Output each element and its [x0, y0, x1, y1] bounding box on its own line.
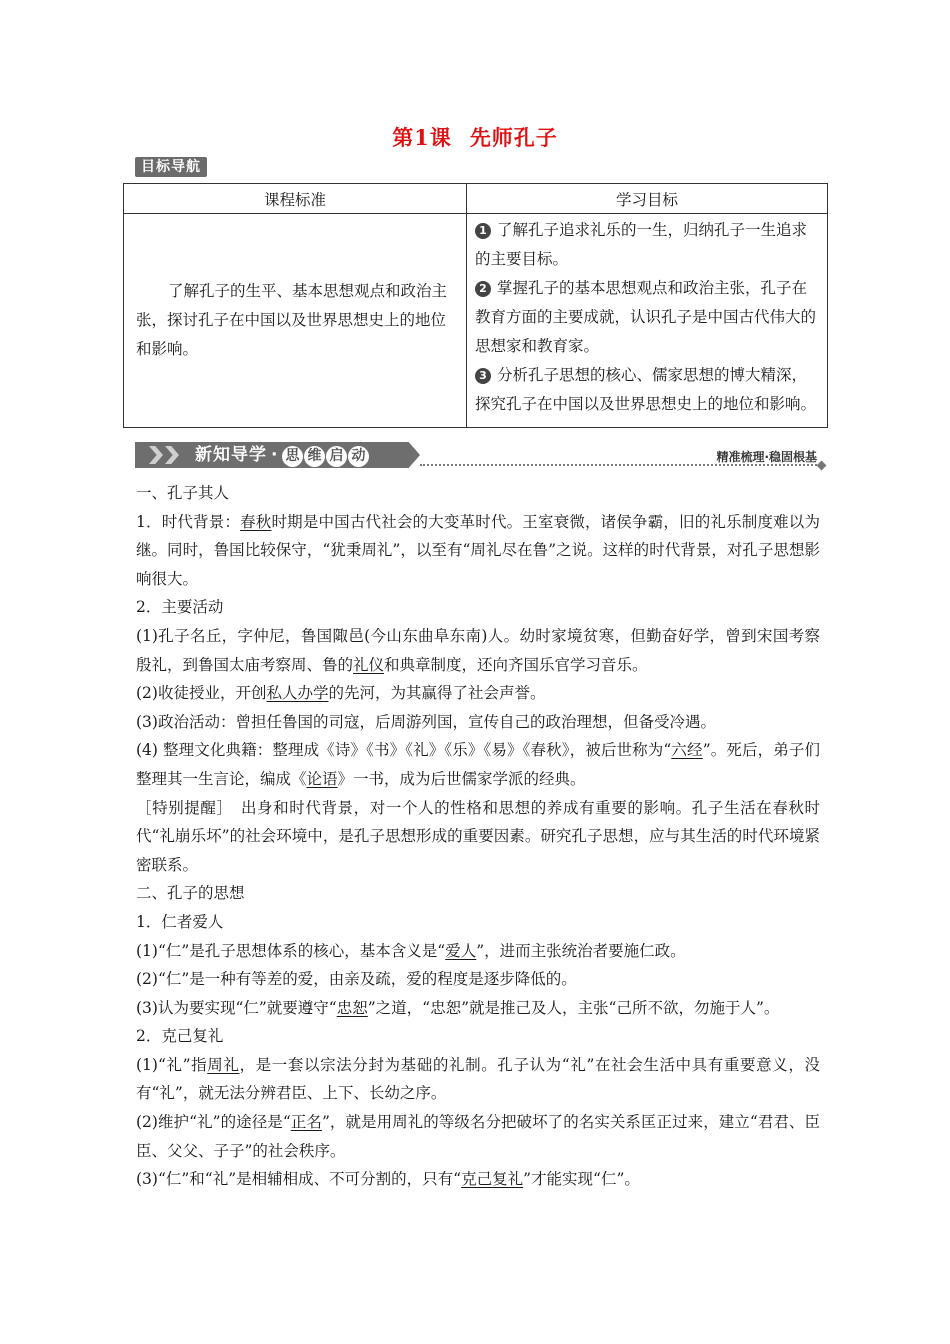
banner-subtitle: 精准梳理·稳固根基 [716, 450, 817, 464]
section-banner [135, 440, 825, 470]
paragraph: 2．克己复礼 [136, 1027, 224, 1046]
special-note: ［特别提醒］ 出身和时代背景，对一个人的性格和思想的养成有重要的影响。孔子生活在春秋时代“礼崩乐坏”的社会环境中，是孔子思想形成的重要因素。研究孔子思想，应与其生活的时代环境紧密联系。 [136, 798, 820, 874]
paragraph: (3)政治活动：曾担任鲁国的司寇，后周游列国，宣传自己的政治理想，但备受冷遇。 [136, 712, 716, 731]
section-heading: 一、孔子其人 [136, 484, 230, 502]
goals-table [123, 183, 828, 428]
paragraph: (2)“仁”是一种有等差的爱，由亲及疏，爱的程度是逐步降低的。 [136, 970, 577, 989]
paragraph: (1)孔子名丘，字仲尼，鲁国陬邑(今山东曲阜东南)人。幼时家境贫寒，但勤奋好学，曾到宋国考察殷礼，到鲁国太庙考察周、鲁的礼仪和典章制度，还向齐国乐官学习音乐。 [136, 626, 820, 674]
paragraph: (1)“礼”指周礼，是一套以宗法分封为基础的礼制。孔子认为“礼”在社会生活中具有重要意义，没有“礼”，就无法分辨君臣、上下、长幼之序。 [136, 1055, 820, 1103]
paragraph: (2)维护“礼”的途径是“正名”，就是用周礼的等级名分把破坏了的名实关系匡正过来，建立“君君、臣臣、父父、子子”的社会秩序。 [136, 1113, 820, 1160]
table-header-row [124, 184, 828, 214]
paragraph: (1)“仁”是孔子思想体系的核心，基本含义是“爱人”，进而主张统治者要施仁政。 [136, 941, 686, 960]
number-1-icon: 1 [475, 223, 491, 239]
section-heading: 二、孔子的思想 [136, 884, 245, 903]
number-2-icon: 2 [475, 281, 491, 297]
paragraph: (3)认为要实现“仁”就要遵守“忠恕”之道，“忠恕”就是推己及人，主张“己所不欲，勿施于人”。 [136, 998, 780, 1017]
page-title: 第1课 先师孔子 [392, 125, 558, 150]
paragraph: (2)收徒授业，开创私人办学的先河，为其赢得了社会声誉。 [136, 684, 546, 703]
standard-cell [124, 214, 467, 428]
header-standard: 课程标准 [124, 184, 467, 214]
targets-cell [467, 214, 828, 428]
lesson-content [136, 479, 820, 1194]
paragraph: (3)“仁”和“礼”是相辅相成、不可分割的，只有“克己复礼”才能实现“仁”。 [136, 1170, 640, 1189]
header-targets: 学习目标 [467, 184, 828, 214]
target-item: 2 掌握孔子的基本思想观点和政治主张，孔子在教育方面的主要成就，认识孔子是中国古代伟大的思想家和教育家。 [475, 279, 817, 355]
table-row [124, 214, 828, 428]
target-item: 3 分析孔子思想的核心、儒家思想的博大精深，探究孔子在中国以及世界思想史上的地位和影响。 [475, 366, 817, 413]
paragraph: 2．主要活动 [136, 598, 224, 617]
number-3-icon: 3 [475, 368, 491, 384]
paragraph: 1．时代背景：春秋时期是中国古代社会的大变革时代。王室衰微，诸侯争霸，旧的礼乐制度难以为继。同时，鲁国比较保守，“犹秉周礼”，以至有“周礼尽在鲁”之说。这样的时代背景，对孔子思想影响很大。 [136, 512, 820, 588]
target-item: 1 了解孔子追求礼乐的一生，归纳孔子一生追求的主要目标。 [475, 221, 808, 268]
banner-title: 新知导学 · 思 维 启 动 [195, 442, 370, 468]
section-badge-goals: 目标导航 [135, 157, 207, 177]
paragraph: (4) 整理文化典籍：整理成《诗》《书》《礼》《乐》《易》《春秋》，被后世称为“六经”。死后，弟子们整理其一生言论，编成《论语》一书，成为后世儒家学派的经典。 [136, 741, 820, 788]
diamond-icon [817, 461, 827, 471]
paragraph: 1．仁者爱人 [136, 912, 224, 931]
standard-text: 了解孔子的生平、基本思想观点和政治主张，探讨孔子在中国以及世界思想史上的地位和影响。 [136, 282, 448, 358]
